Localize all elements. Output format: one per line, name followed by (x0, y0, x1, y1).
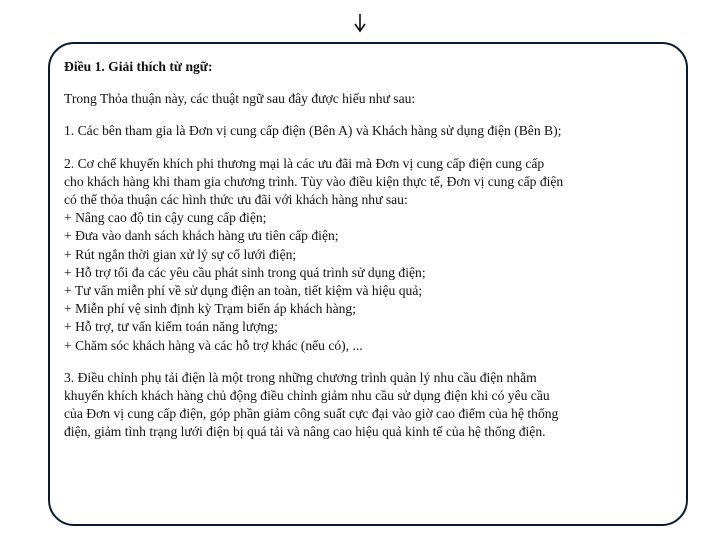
item-3-line: khuyến khích khách hàng chủ động điều chỉnh giảm nhu cầu sử dụng điện khi có yêu cầu (64, 388, 550, 404)
down-arrow-icon (352, 12, 368, 34)
item-2-line: cho khách hàng khi tham gia chương trình. Tùy vào điều kiện thực tế, Đơn vị cung cấp điện (64, 173, 564, 189)
intro-paragraph: Trong Thỏa thuận này, các thuật ngữ sau đây được hiểu như sau: (64, 91, 416, 107)
benefit-item: + Đưa vào danh sách khách hàng ưu tiên cấp điện; (64, 228, 339, 244)
item-3-line: 3. Điều chỉnh phụ tải điện là một trong những chương trình quản lý nhu cầu điện nhằm (64, 369, 537, 385)
benefit-item: + Hỗ trợ tối đa các yêu cầu phát sinh trong quá trình sử dụng điện; (64, 264, 426, 280)
benefit-list (64, 209, 652, 355)
item-2-line: 2. Cơ chế khuyến khích phi thương mại là các ưu đãi mà Đơn vị cung cấp điện cung cấp (64, 155, 545, 171)
benefit-item: + Rút ngắn thời gian xử lý sự cố lưới điện; (64, 246, 297, 262)
benefit-item: + Chăm sóc khách hàng và các hỗ trợ khác (nếu có), ... (64, 337, 363, 353)
benefit-item: + Hỗ trợ, tư vấn kiểm toán năng lượng; (64, 319, 278, 335)
item-1-paragraph: 1. Các bên tham gia là Đơn vị cung cấp điện (Bên A) và Khách hàng sử dụng điện (Bên B); (64, 123, 562, 139)
item-3-line: điện, giảm tình trạng lưới điện bị quá tải và nâng cao hiệu quả kinh tế của hệ thống điện. (64, 424, 546, 440)
article-heading: Điều 1. Giải thích từ ngữ: (64, 59, 213, 74)
document-body (64, 58, 652, 442)
benefit-item: + Tư vấn miễn phí về sử dụng điện an toàn, tiết kiệm và hiệu quả; (64, 283, 423, 299)
benefit-item: + Miễn phí vệ sinh định kỳ Trạm biến áp khách hàng; (64, 301, 356, 317)
benefit-item: + Nâng cao độ tin cậy cung cấp điện; (64, 210, 267, 226)
item-2-line: có thể thỏa thuận các hình thức ưu đãi với khách hàng như sau: (64, 192, 408, 208)
item-2-paragraph (64, 155, 652, 210)
item-3-line: của Đơn vị cung cấp điện, góp phần giảm công suất cực đại vào giờ cao điểm của hệ thống (64, 406, 559, 422)
item-3-paragraph (64, 369, 652, 442)
